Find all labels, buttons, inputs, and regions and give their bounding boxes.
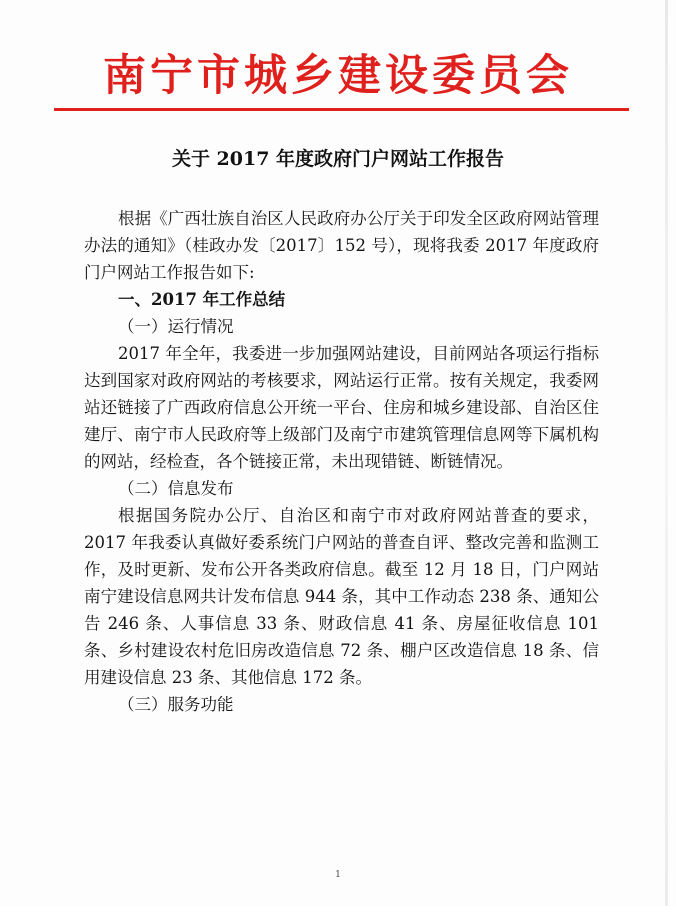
subsection-heading-operation: （一）运行情况 (118, 317, 234, 336)
subsection-heading-service: （三）服务功能 (118, 695, 234, 714)
subsection-heading-info-release: （二）信息发布 (118, 479, 234, 498)
operation-paragraph: 2017 年全年，我委进一步加强网站建设，目前网站各项运行指标达到国家对政府网站的考核要求，网站运行正常。按有关规定，我委网站还链接了广西政府信息公开统一平台、住房和城乡建设部、自治区住建厅、南宁市人民政府等上级部门及南宁市建筑管理信息网等下属机构的网站，经检查，各个链接正常，未出现错链、断链情况。 (84, 344, 599, 471)
organization-header: 南宁市城乡建设委员会 (103, 51, 573, 101)
header-divider (54, 108, 629, 111)
info-release-paragraph: 根据国务院办公厅、自治区和南宁市对政府网站普查的要求，2017 年我委认真做好委系统门户网站的普查自评、整改完善和监测工作，及时更新、发布公开各类政府信息。截至 12 月 18 日，门户网站南宁建设信息网共计发布信息 944 条，其中工作动态 238 条、通知公告 246 条、人事信息 33 条、财政信息 41 条、房屋征收信息 101 条、乡村建设农村危旧房改造信息 72 条、棚户区改造信息 18 条、信用建设信息 23 条、其他信息 172 条。 (84, 506, 599, 687)
scan-edge-shadow (665, 0, 668, 906)
page-number: 1 (335, 870, 341, 880)
intro-paragraph: 根据《广西壮族自治区人民政府办公厅关于印发全区政府网站管理办法的通知》（桂政办发〔2017〕152 号），现将我委 2017 年度政府门户网站工作报告如下: (84, 209, 599, 282)
document-title: 关于 2017 年度政府门户网站工作报告 (171, 148, 505, 170)
section-heading-1: 一、2017 年工作总结 (118, 290, 286, 309)
document-body (84, 205, 599, 718)
